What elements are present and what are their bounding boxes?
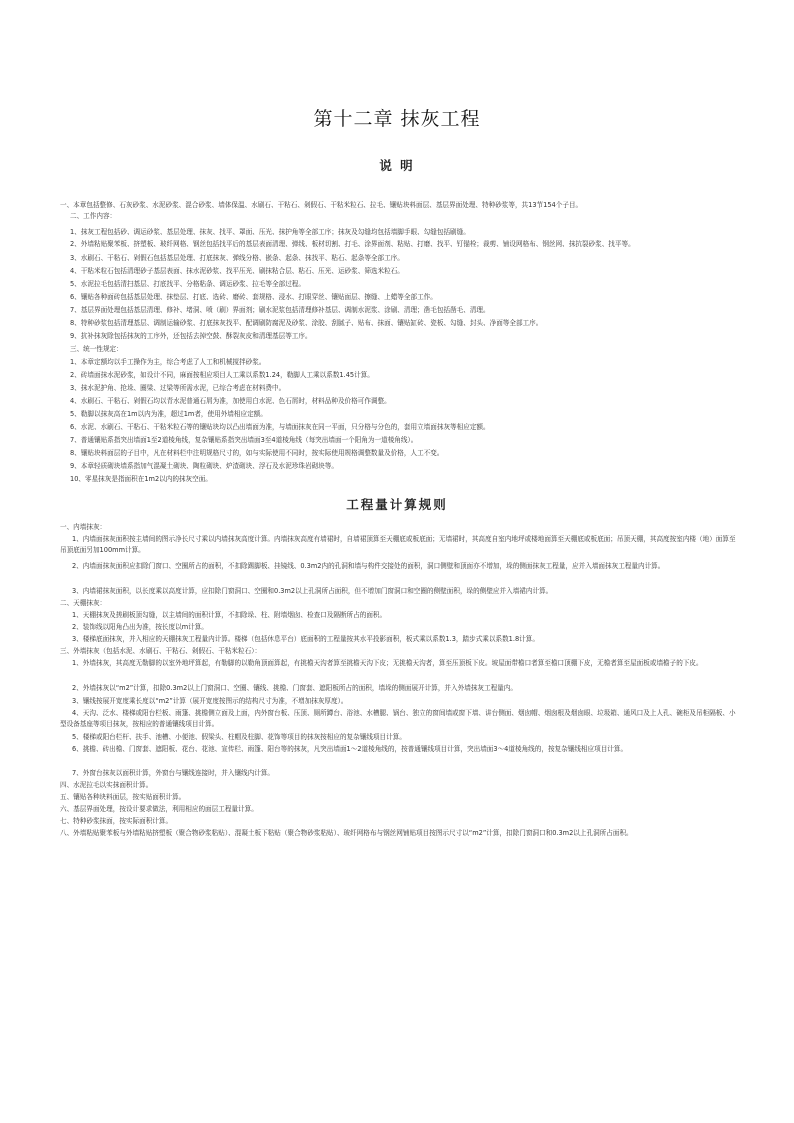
rules-heading: 工程量计算规则: [346, 497, 448, 512]
explanation-line: 9、本章轻质砌块墙系指加气混凝土砌块、陶粒砌块、炉渣砌块、浮石及水泥珍珠岩砌块等。: [70, 462, 338, 470]
explanation-line: 8、特种砂浆包括清理基层、调制运输砂浆、打底抹灰找平、配调刷防腐泥及砂浆、涂胶、刮腻子、贴布、抹面、镶贴缸砖、瓷板、勾缝、封头、净面等全部工序。: [70, 319, 543, 327]
rules-line: 3、楼梯底面抹灰，并入相应的天棚抹灰工程量内计算。楼梯（包括休息平台）底面积的工程量按其水平投影面积，板式乘以系数1.3，踏步式乘以系数1.8计算。: [72, 635, 539, 643]
explanation-line: 1、抹灰工程包括砂、调运砂浆、基层处理、抹灰、找平、罩面、压光、抹护角等全部工序；抹灰及勾缝均包括墙脚手眼、勾缝包括刷缝。: [70, 228, 470, 236]
explanation-line: 三、统一性规定：: [70, 345, 123, 353]
rules-paragraph: 3、内墙裙抹灰面积，以长度乘以高度计算，应扣除门窗洞口、空圈和0.3m2以上孔洞所占面积，但不增加门窗洞口和空圈的侧壁面积，垛的侧壁应并入墙裙内计算。: [72, 587, 553, 595]
explanation-line: 5、水泥拉毛包括清扫基层、打底找平、分格粘条、调运砂浆、拉毛等全部过程。: [70, 280, 305, 288]
rules-paragraph: 1、外墙抹灰，其高度无勒脚的以室外地坪算起，有勒脚的以勒角顶面算起，有挑檐天沟者算至挑檐天沟下皮；无挑檐天沟者，算至压顶板下皮。坡屋面带檐口者算至檐口顶棚下皮，无檐者算至屋面板或墙檐子的下皮。: [72, 659, 703, 667]
explanation-line: 4、干粘米粒石包括清理砂子基层表面、抹水泥砂浆、找平压光、刷抹粘合层、粘石、压光、运砂浆、筛选米粒石。: [70, 267, 404, 275]
explanation-line: 2、砖墙面抹水泥砂浆，如设计不同，麻面按相应项目人工乘以系数1.24，勒脚人工乘以系数1.45计算。: [70, 371, 374, 379]
rules-paragraph: 2、外墙抹灰以“m2”计算，扣除0.3m2以上门窗洞口、空圈、镶线、挑檐、门窗套、遮阳板所占的面积，墙垛的侧面展开计算，并入外墙抹灰工程量内。: [72, 684, 517, 692]
explanation-line: 一、本章包括整修、石灰砂浆、水泥砂浆、混合砂浆、墙体保温、水刷石、干粘石、剁假石、干粘米粒石、拉毛、镶贴块料面层、基层界面处理、特种砂浆等，共13节154个子目。: [60, 201, 583, 209]
rules-line: 四、水泥拉毛以实抹面积计算。: [60, 781, 153, 789]
explanation-line: 6、水泥、水刷石、干粘石、干粘米粒石等的镶贴块均以凸出墙面为准，与墙面抹灰在同一平面，只分格与分色的，套用立墙面抹灰等相应定额。: [70, 423, 490, 431]
rules-paragraph: 1、内墙面抹灰面积按主墙间的图示净长尺寸乘以内墙抹灰高度计算。内墙抹灰高度有墙裙时，自墙裙顶算至天棚底或板底面；无墙裙时，其高度自室内地坪或楼地面算至天棚底或板底面；吊顶天棚，其高度按室内楼（地）面算至吊顶底面另加100mm计算。: [60, 535, 736, 554]
rules-line: 2、装饰线以阳角凸出为准，按长度以m计算。: [72, 623, 208, 631]
explanation-line: 7、普通镶贴系指突出墙面1至2道棱角线，复杂镶贴系指突出墙面3至4道棱角线（每突出墙面一个阳角为一道棱角线）。: [70, 436, 418, 444]
rules-paragraph: 6、挑檐、砖出檐、门窗套、遮阳板、花台、花池、宣传栏、雨篷、阳台等的抹灰，凡突出墙面1～2道棱角线的，按普通镶线项目计算，突出墙面3～4道棱角线的，按复杂镶线相应项目计算。: [72, 745, 628, 753]
explanation-line: 7、基层界面处理包括基层清理、修补、堵洞、喷（刷）界面剂；刷水泥浆包括清理修补基层、调制水泥浆、涂刷、清理；凿毛包括凿毛、清理。: [70, 306, 490, 314]
explanation-line: 5、勒脚以抹灰高在1m以内为准，超过1m者，使用外墙相应定额。: [70, 410, 267, 418]
explanation-line: 1、本章定额均以手工操作为主，综合考虑了人工和机械搅拌砂浆。: [70, 358, 266, 366]
rules-line: 7、外窗台抹灰以面积计算，外窗台与镶线连接时，并入镶线内计算。: [72, 769, 275, 777]
explanation-line: 8、镶贴块料面层的子目中，凡在材料栏中注明规格尺寸的，如与实际使用不同时，按实际使用规格调整数量及价格，人工不变。: [70, 449, 444, 457]
rules-line: 三、外墙抹灰（包括水泥、水刷石、干粘石、剁假石、干粘米粒石）：: [60, 647, 262, 655]
rules-line: 二、天棚抹灰：: [60, 599, 107, 607]
explanation-line: 9、抗补抹灰除包括抹灰的工序外，还包括去掉空鼓、酥裂灰皮和清理基层等工序。: [70, 332, 312, 340]
explanation-heading: 说 明: [379, 158, 415, 173]
explanation-line: 10、零星抹灰是指面积在1m2以内的抹灰空面。: [70, 475, 212, 483]
explanation-line: 3、水刷石、干粘石、剁假石包括基层处理、打底抹灰、弹线分格、嵌条、起条、抹找平、粘石、起条等全部工序。: [70, 254, 404, 262]
rules-line: 5、楼梯或阳台栏杆、扶手、池槽、小便池、假梁头、柱帽及柱脚、花饰等项目的抹灰按相应的复杂镶线项目计算。: [72, 733, 406, 741]
explanation-line: 二、工作内容：: [70, 212, 117, 220]
explanation-line: 3、抹水泥护角、抢垛、圈梁、过梁等所需水泥，已综合考虑在材料费中。: [70, 384, 286, 392]
explanation-line: 4、水刷石、干粘石、剁假石均以青水泥普通石屑为准，加使用白水泥、色石屑时，材料品种及价格可作调整。: [70, 397, 391, 405]
rules-paragraph: 2、内墙面抹灰面积应扣除门窗口、空圈所占的面积，不扣除踢脚板、挂镜线、0.3m2内的孔洞和墙与构件交接处的面积，洞口侧壁和顶面亦不增加，垛的侧面抹灰工程量，应并入墙面抹灰工程量内计算。: [72, 562, 665, 570]
chapter-title: 第十二章 抹灰工程: [313, 108, 481, 130]
rules-paragraph: 4、天沟、泛水、楼梯或阳台栏板、雨篷、挑檐侧立面及上面，内外窗台板、压顶、厕所蹲台、浴池、水槽腿、锅台、独立的窗间墙或窗下墙、讲台侧面、烟囱帽、烟囱根及烟囱眼、垃圾箱、通风口及上人孔、碗柜及吊柜隔板、小型设备基座等项目抹灰，按相应的普通镶线项目计算。: [60, 709, 736, 728]
rules-line: 七、特种砂浆抹面，按实际面积计算。: [60, 817, 173, 825]
rules-line: 一、内墙抹灰：: [60, 523, 107, 531]
rules-paragraph: 八、外墙粘贴聚苯板与外墙粘贴挤塑板（聚合物砂浆粘贴）、混凝土板下粘贴（聚合物砂浆粘贴）、玻纤网格布与钢丝网铺贴项目按图示尺寸以“m2”计算，扣除门窗洞口和0.3m2以上孔洞所占面积。: [60, 829, 633, 837]
rules-line: 1、天棚抹灰及搓刷板顶勾缝，以主墙间的面积计算，不扣除垛、柱、附墙烟囱、检查口及隔断所占的面积。: [72, 611, 387, 619]
explanation-line: 2、外墙粘贴聚苯板、挤塑板、玻纤网格、钢丝包括找平后的基层表面清理、弹线、板材切割、打毛、涂界面剂、粘贴、打磨、找平、钉锚栓；裁剪、铺设网格布、钢丝网、抹抗裂砂浆、找平等。: [70, 240, 635, 248]
rules-line: 3、镶线按展开宽度乘长度以“m2”计算（展开宽度按图示的结构尺寸为准，不增加抹灰厚度）。: [72, 697, 348, 705]
explanation-line: 6、镶贴各种面砖包括基层处理、抹垫层、打底、选砖、磨砖、套规格、浸水、打眼穿丝、镶贴面层、擦缝、上蜡等全部工作。: [70, 293, 437, 301]
rules-line: 六、基层界面处理，按设计要求做法，利用相应的面层工程量计算。: [60, 805, 258, 813]
rules-line: 五、镶贴各种块料面层，按实贴面积计算。: [60, 793, 186, 801]
